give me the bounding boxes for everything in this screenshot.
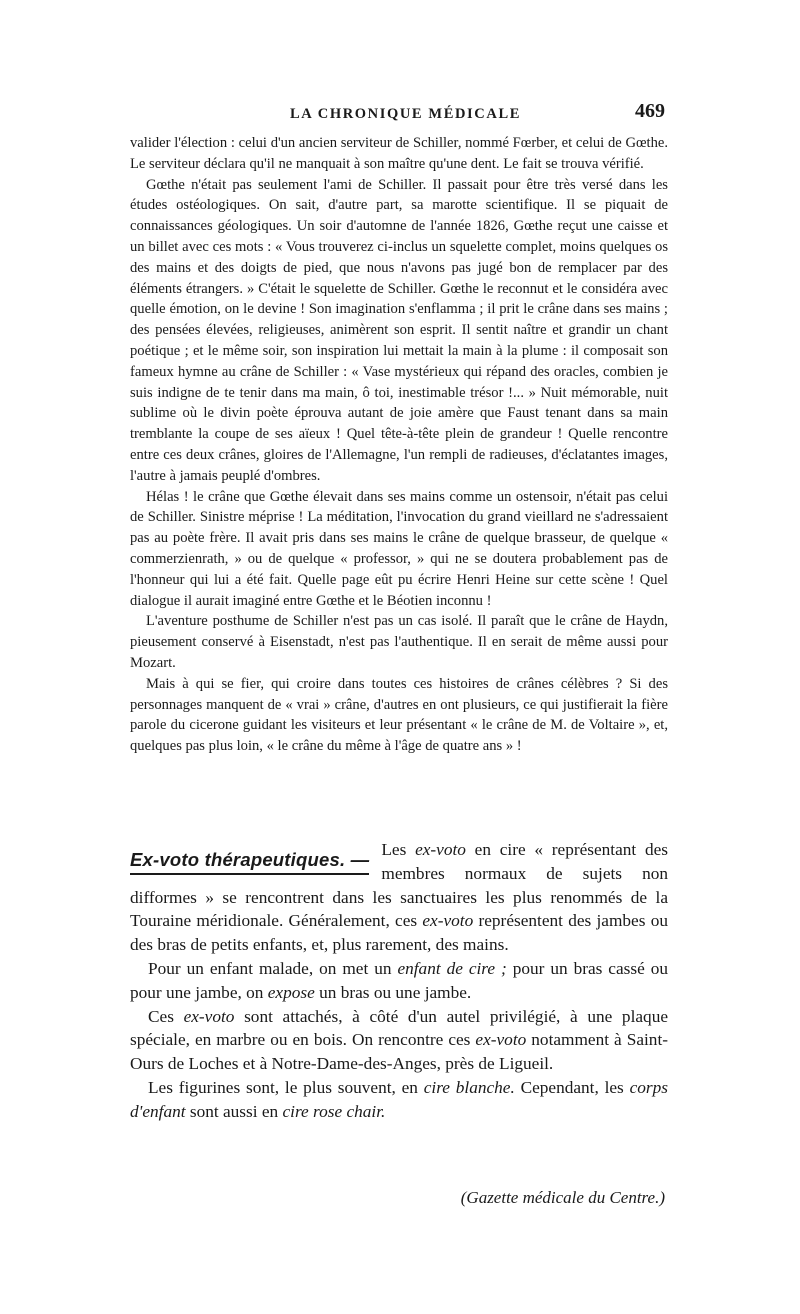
section-ex-voto (130, 838, 668, 1124)
section-paragraph-3 (130, 1005, 668, 1076)
paragraph-4: L'aventure posthume de Schiller n'est pas un cas isolé. Il paraît que le crâne de Haydn, pieusement conservé à Eisenstadt, n'est pas l'authentique. Il en serait de même aussi pour Mozart. (130, 613, 668, 671)
italic-run: ex-voto (475, 1030, 527, 1050)
section-title-text: Ex-voto thérapeutiques. (130, 849, 346, 870)
italic-run: ex-voto (415, 840, 466, 859)
section-paragraph-4 (130, 1076, 668, 1124)
text-run: Les (381, 840, 416, 859)
running-head: LA CHRONIQUE MÉDICALE (290, 106, 521, 122)
section-paragraph-2 (130, 957, 668, 1005)
text-run: pour un bras cassé ou pour une jambe, on (130, 958, 668, 1002)
italic-run: cire blanche. (423, 1077, 515, 1097)
article-body (130, 133, 668, 757)
text-run: Ces (148, 1006, 184, 1026)
source-citation: (Gazette médicale du Centre.) (460, 1188, 665, 1207)
text-run: Pour un enfant malade, on met un (148, 958, 398, 978)
section-title-dash: — (345, 849, 370, 870)
text-run: représentent des jambes ou des bras de petits enfants, et, plus rarement, des mains. (130, 911, 668, 955)
page-header (130, 100, 665, 130)
page-number: 469 (635, 100, 665, 122)
paragraph-3: Hélas ! le crâne que Gœthe élevait dans ses mains comme un ostensoir, n'était pas celui de Schiller. Sinistre méprise ! La méditation, l'invocation du grand vieillard ne s'adressaient pas au poète frère. Il avait pris dans ses mains le crâne de quelque brasseur, de quelque « commerzienrath, » ou de quelque « professor, » qui ne se doutera probablement pas de l'honneur qui lui a été fait. Quelle page eût pu écrire Henri Heine sur cette scène ! Quel dialogue il aurait imaginé entre Gœthe et le Béotien inconnu ! (130, 488, 668, 609)
section-title (130, 848, 369, 875)
italic-run: ex-voto (422, 911, 474, 931)
text-run: Les figurines sont, le plus souvent, en (148, 1077, 424, 1097)
italic-run: enfant de cire ; (397, 958, 507, 978)
text-run: sont aussi en (185, 1101, 283, 1121)
text-run: un bras ou une jambe. (314, 982, 472, 1002)
text-run: en cire « représentant des membres normaux de sujets non difformes » se rencontrent dans les sanctuaires les plus renommés de la Touraine méridionale. Généralement, ces (130, 840, 668, 931)
paragraph-2: Gœthe n'était pas seulement l'ami de Schiller. Il passait pour être très versé dans les études ostéologiques. On sait, d'autre part, sa marotte scientifique. Il se piquait de connaissances géologiques. Un soir d'automne de l'année 1826, Gœthe reçut une caisse et un billet avec ces mots : « Vous trouverez ci-inclus un squelette complet, moins quelques os des mains et des doigts de pied, que nous n'avons pas jugé bon de remplacer par des éléments étrangers. » C'était le squelette de Schiller. Gœthe le reconnut et le considéra avec quelle émotion, on le devine ! Son imagination s'enflamma ; il prit le crâne dans ses mains ; des pensées élevées, religieuses, animèrent son esprit. Il sentit naître et grandir un chant poétique ; et le même soir, son inspiration lui mettait la main à la plume : il composait son fameux hymne au crâne de Schiller : « Vase mystérieux qui répand des oracles, combien je suis indigne de te tenir dans ma main, ô toi, inestimable trésor !... » Nuit mémorable, nuit sublime où le divin poète éprouva autant de joie amère que Faust tenant dans sa main tremblante la coupe de ses aïeux ! Quel tête-à-tête plein de grandeur ! Quelle rencontre entre ces deux crânes, gloires de l'Allemagne, l'un rempli de radieuses, d'éclatantes images, l'autre à jamais peuplé d'ombres. (130, 176, 668, 484)
text-run: Cependant, les (514, 1077, 630, 1097)
italic-run: cire rose chair. (282, 1101, 386, 1121)
paragraph-1: valider l'élection : celui d'un ancien serviteur de Schiller, nommé Fœrber, et celui de Gœthe. Le serviteur déclara qu'il ne manquait à son maître qu'une dent. Le fait se trouva vérifié. (130, 135, 668, 172)
paragraph-5: Mais à qui se fier, qui croire dans toutes ces histoires de crânes célèbres ? Si des personnages manquent de « vrai » crâne, d'autres en ont plusieurs, ce qui justifierait la fière parole du cicerone guidant les visiteurs et leur présentant « le crâne de M. de Voltaire », et, quelques pas plus loin, « le crâne du même à l'âge de quatre ans » ! (130, 675, 668, 755)
italic-run: expose (267, 982, 315, 1002)
italic-run: ex-voto (183, 1006, 235, 1026)
text-run: notamment à Saint-Ours de Loches et à Notre-Dame-des-Anges, près de Ligueil. (130, 1030, 668, 1074)
italic-run: corps d'enfant (130, 1077, 668, 1121)
text-run: sont attachés, à côté d'un autel privilégié, à une plaque spéciale, en marbre ou en bois. On rencontre ces (130, 1006, 668, 1050)
